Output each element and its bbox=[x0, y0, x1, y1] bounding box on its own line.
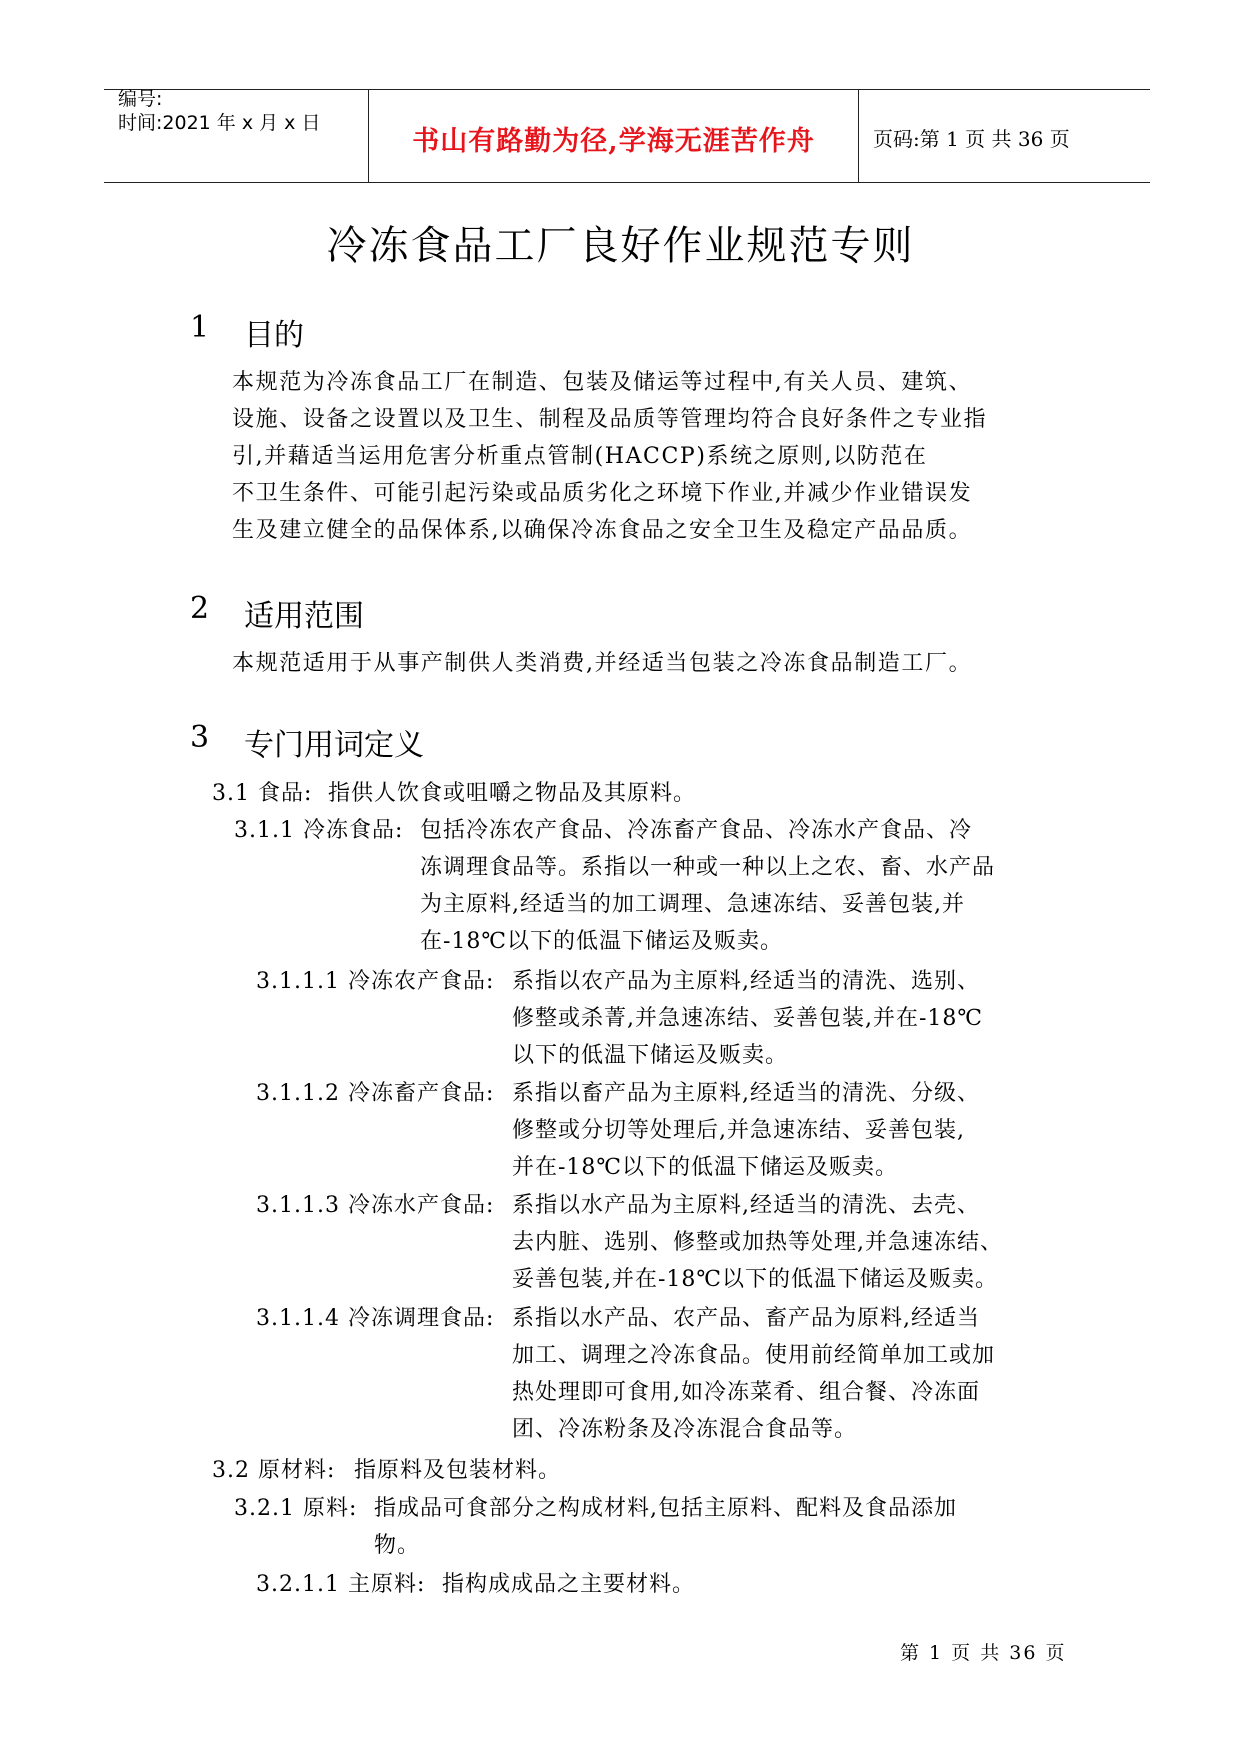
definition-line: 去内脏、选别、修整或加热等处理,并急速冻结、 bbox=[512, 1230, 1003, 1255]
time-label: 时间:2021 年 x 月 x 日 bbox=[118, 112, 321, 134]
definition-body bbox=[512, 1187, 1003, 1298]
section-number: 2 bbox=[190, 591, 210, 626]
paragraph-line: 本规范适用于从事产制供人类消费,并经适当包装之冷冻食品制造工厂。 bbox=[232, 651, 973, 676]
paragraph-line: 引,并藉适当运用危害分析重点管制(HACCP)系统之原则,以防范在 bbox=[232, 444, 928, 469]
header-page-cell bbox=[859, 90, 1149, 182]
definition-body bbox=[420, 812, 995, 960]
purpose-paragraph bbox=[232, 364, 987, 549]
definition-line: 系指以畜产品为主原料,经适当的清洗、分级、 bbox=[512, 1081, 980, 1106]
definition-line: 指原料及包装材料。 bbox=[354, 1458, 562, 1483]
definition-label: 3.2.1.1 主原料: bbox=[256, 1572, 426, 1597]
definition-line: 修整或杀菁,并急速冻结、妥善包装,并在-18℃ bbox=[512, 1006, 984, 1031]
definition-line: 以下的低温下储运及贩卖。 bbox=[512, 1043, 789, 1068]
definition-line: 系指以水产品、农产品、畜产品为原料,经适当 bbox=[512, 1306, 980, 1331]
definition-label: 3.1.1.1 冷冻农产食品: bbox=[256, 969, 495, 994]
definition-body bbox=[512, 1075, 980, 1186]
definition-body bbox=[354, 1452, 561, 1489]
definition-label: 3.2 原材料: bbox=[212, 1458, 336, 1483]
definition-body bbox=[512, 963, 983, 1074]
definition-line: 指供人饮食或咀嚼之物品及其原料。 bbox=[328, 781, 697, 806]
definition-line: 系指以水产品为主原料,经适当的清洗、去壳、 bbox=[512, 1193, 980, 1218]
definition-label: 3.1.1 冷冻食品: bbox=[234, 818, 404, 843]
definition-line: 修整或分切等处理后,并急速冻结、妥善包装, bbox=[512, 1118, 965, 1143]
section-title: 适用范围 bbox=[244, 599, 364, 634]
scope-paragraph bbox=[232, 645, 972, 682]
definition-line: 妥善包装,并在-18℃以下的低温下储运及贩卖。 bbox=[512, 1267, 999, 1292]
definition-label: 3.1.1.3 冷冻水产食品: bbox=[256, 1193, 495, 1218]
definition-body bbox=[328, 775, 696, 812]
definition-line: 在-18℃以下的低温下储运及贩卖。 bbox=[420, 929, 784, 954]
definition-line: 物。 bbox=[374, 1533, 421, 1558]
definition-label: 3.1.1.2 冷冻畜产食品: bbox=[256, 1081, 495, 1106]
page-footer: 第 1 页 共 36 页 bbox=[900, 1642, 1067, 1664]
definition-line: 加工、调理之冷冻食品。使用前经简单加工或加 bbox=[512, 1343, 996, 1368]
definition-line: 系指以农产品为主原料,经适当的清洗、选别、 bbox=[512, 969, 980, 994]
definition-line: 冻调理食品等。系指以一种或一种以上之农、畜、水产品 bbox=[420, 855, 996, 880]
paragraph-line: 不卫生条件、可能引起污染或品质劣化之环境下作业,并减少作业错误发 bbox=[232, 481, 973, 506]
header-page-code: 页码:第 1 页 共 36 页 bbox=[873, 127, 1070, 151]
definition-line: 指成品可食部分之构成材料,包括主原料、配料及食品添加 bbox=[374, 1496, 957, 1521]
header-motto-cell bbox=[368, 90, 859, 182]
definition-line: 指构成成品之主要材料。 bbox=[442, 1572, 696, 1597]
definition-line: 包括冷冻农产食品、冷冻畜产食品、冷冻水产食品、冷 bbox=[420, 818, 973, 843]
definition-label: 3.1.1.4 冷冻调理食品: bbox=[256, 1306, 495, 1331]
paragraph-line: 本规范为冷冻食品工厂在制造、包装及储运等过程中,有关人员、建筑、 bbox=[232, 370, 973, 395]
definition-body bbox=[512, 1300, 995, 1448]
section-title: 专门用词定义 bbox=[244, 728, 424, 763]
definition-line: 并在-18℃以下的低温下储运及贩卖。 bbox=[512, 1155, 899, 1180]
document-title: 冷冻食品工厂良好作业规范专则 bbox=[326, 223, 915, 269]
section-title: 目的 bbox=[244, 318, 304, 353]
definition-body bbox=[442, 1566, 695, 1603]
motto: 书山有路勤为径,学海无涯苦作舟 bbox=[412, 126, 815, 157]
definition-label: 3.2.1 原料: bbox=[234, 1496, 358, 1521]
definition-label: 3.1 食品: bbox=[212, 781, 313, 806]
paragraph-line: 设施、设备之设置以及卫生、制程及品质等管理均符合良好条件之专业指 bbox=[232, 407, 988, 432]
number-label: 编号: bbox=[118, 88, 163, 110]
definition-line: 为主原料,经适当的加工调理、急速冻结、妥善包装,并 bbox=[420, 892, 965, 917]
paragraph-line: 生及建立健全的品保体系,以确保冷冻食品之安全卫生及稳定产品品质。 bbox=[232, 518, 973, 543]
definition-body bbox=[374, 1490, 957, 1564]
definition-line: 热处理即可食用,如冷冻菜肴、组合餐、冷冻面 bbox=[512, 1380, 980, 1405]
header-left-cell bbox=[104, 90, 368, 182]
definition-line: 团、冷冻粉条及冷冻混合食品等。 bbox=[512, 1417, 858, 1442]
section-number: 1 bbox=[190, 310, 210, 345]
section-number: 3 bbox=[190, 720, 210, 755]
page-header bbox=[104, 89, 1150, 183]
